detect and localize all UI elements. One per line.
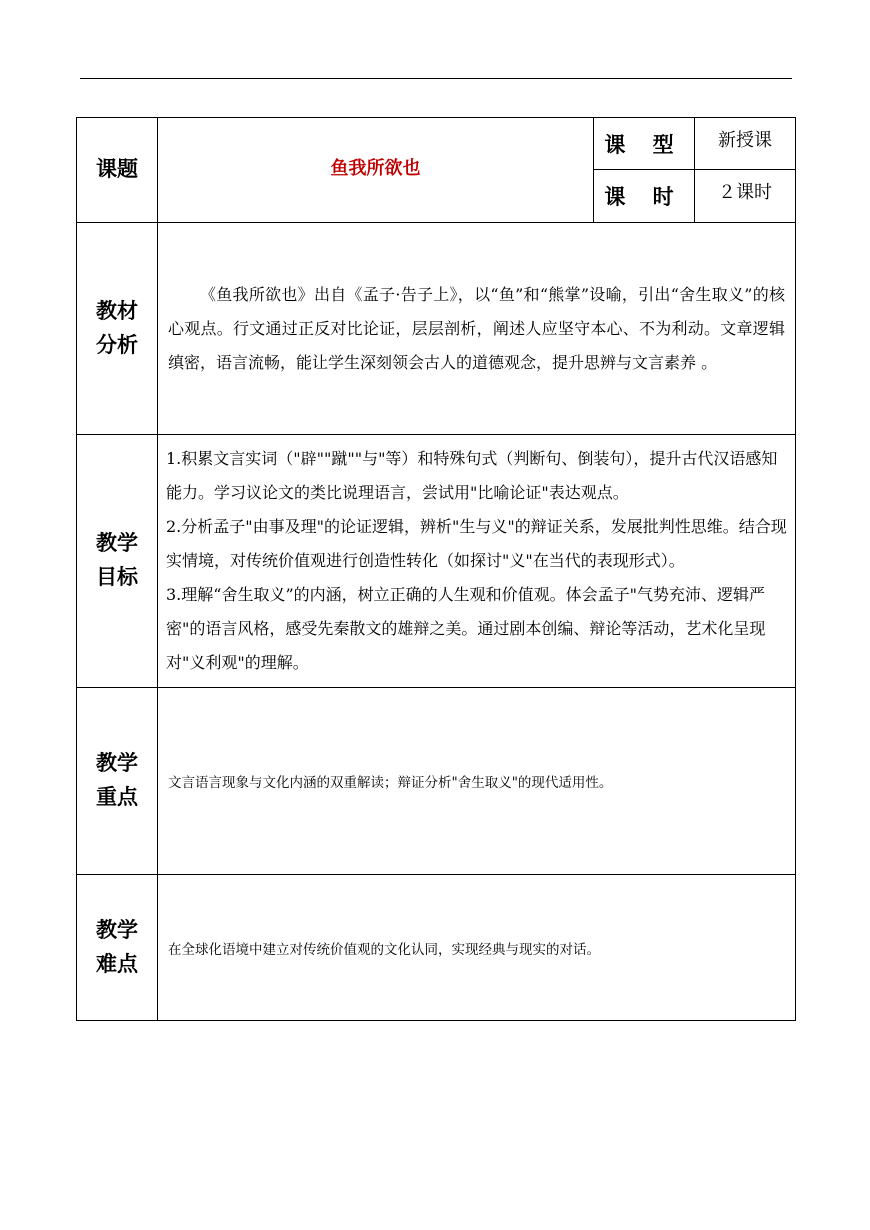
- analysis-label: 教材 分析: [77, 223, 158, 435]
- lesson-period-label: 课 时: [594, 170, 695, 223]
- topic-label: 课题: [77, 118, 158, 223]
- goals-label: 教学 目标: [77, 435, 158, 688]
- key-points-label: 教学 重点: [77, 688, 158, 875]
- goal-item-1: 1.积累文言实词（"辟""蹴""与"等）和特殊句式（判断句、倒装句），提升古代汉语感知能力。学习议论文的类比说理语言，尝试用"比喻论证"表达观点。: [166, 449, 778, 502]
- goal-item-2: 2.分析孟子"由事及理"的论证逻辑，辨析"生与义"的辩证关系，发展批判性思维。结合现实情境，对传统价值观进行创造性转化（如探讨"义"在当代的表现形式）。: [166, 517, 787, 570]
- lesson-plan-table: [76, 117, 796, 1021]
- goal-item-3: 3.理解“舍生取义”的内涵，树立正确的人生观和价值观。体会孟子"气势充沛、逻辑严密"的语言风格，感受先秦散文的雄辩之美。通过剧本创编、辩论等活动，艺术化呈现对"义利观"的理解。: [166, 585, 766, 672]
- lesson-type-label: 课 型: [594, 118, 695, 170]
- header-rule: [80, 78, 792, 79]
- goals-list: [158, 435, 796, 688]
- goals-row: [77, 435, 796, 688]
- lesson-title: 鱼我所欲也: [158, 118, 594, 223]
- difficulties-row: [77, 875, 796, 1021]
- lesson-period-value: ２课时: [695, 170, 796, 223]
- analysis-row: [77, 223, 796, 435]
- difficulties-label: 教学 难点: [77, 875, 158, 1021]
- difficulties-text: 在全球化语境中建立对传统价值观的文化认同，实现经典与现实的对话。: [158, 875, 796, 1021]
- header-row-1: [77, 118, 796, 170]
- analysis-text: 《鱼我所欲也》出自《孟子·告子上》，以“鱼”和“熊掌”设喻，引出“舍生取义”的核心观点。行文通过正反对比论证，层层剖析，阐述人应坚守本心、不为利动。文章逻辑缜密，语言流畅，能让学生深刻领会古人的道德观念，提升思辨与文言素养 。: [158, 223, 796, 435]
- lesson-type-value: 新授课: [695, 118, 796, 170]
- key-points-row: [77, 688, 796, 875]
- key-points-text: 文言语言现象与文化内涵的双重解读；辩证分析"舍生取义"的现代适用性。: [158, 688, 796, 875]
